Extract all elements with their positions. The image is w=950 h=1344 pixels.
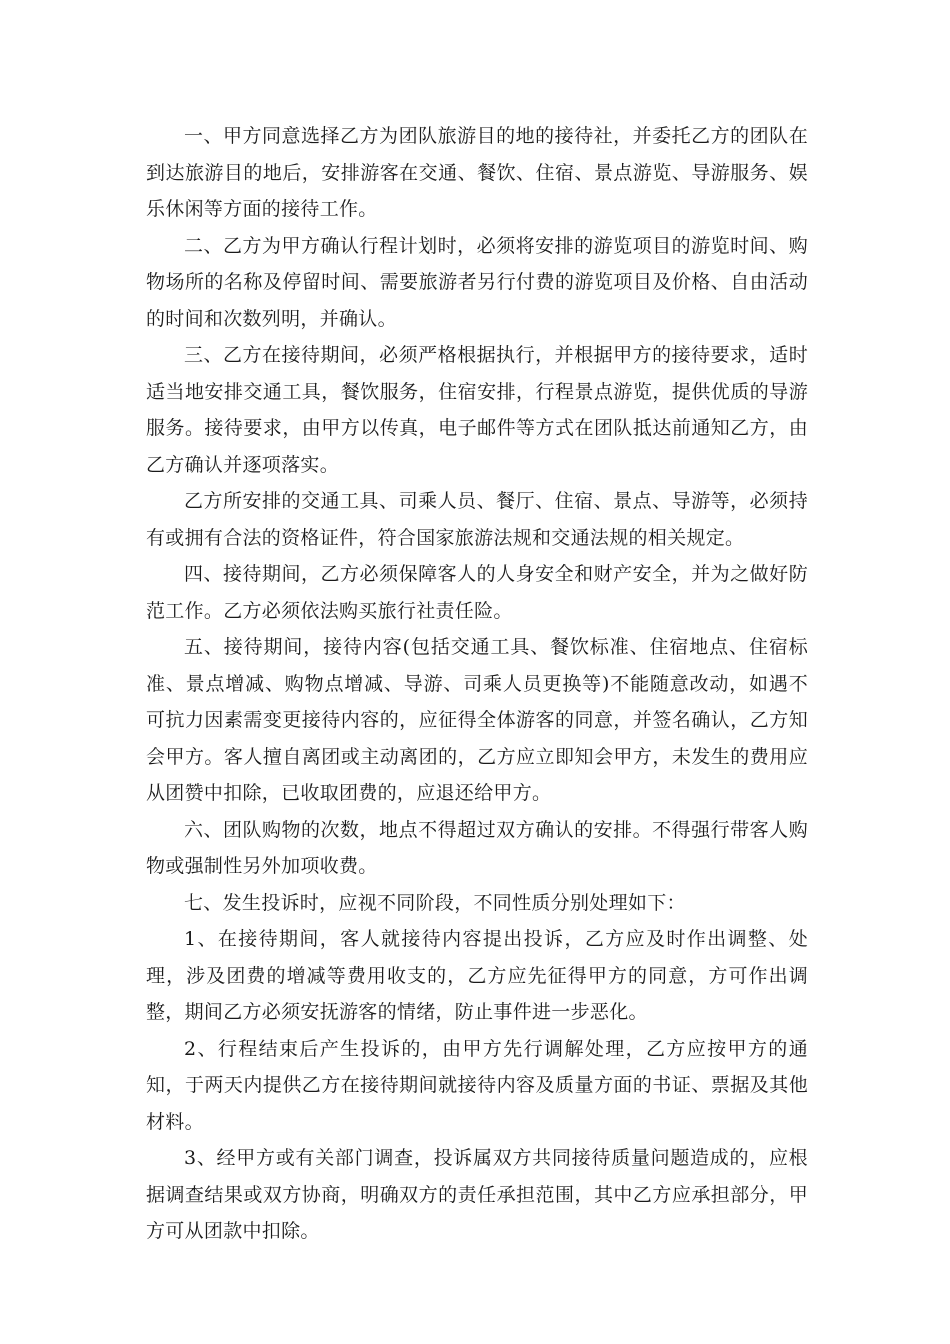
clause-4-paragraph: 四、接待期间，乙方必须保障客人的人身安全和财产安全，并为之做好防范工作。乙方必须依法购买旅行社责任险。 (146, 563, 808, 622)
clause-7-item-2-paragraph: 2、行程结束后产生投诉的，由甲方先行调解处理，乙方应按甲方的通知，于两天内提供乙方在接待期间就接待内容及质量方面的书证、票据及其他材料。 (146, 1037, 808, 1133)
clause-3-supplement-paragraph: 乙方所安排的交通工具、司乘人员、餐厅、住宿、景点、导游等，必须持有或拥有合法的资格证件，符合国家旅游法规和交通法规的相关规定。 (146, 490, 808, 549)
clause-7-item-1-paragraph: 1、在接待期间，客人就接待内容提出投诉，乙方应及时作出调整、处理，涉及团费的增减等费用收支的，乙方应先征得甲方的同意，方可作出调整，期间乙方必须安抚游客的情绪，防止事件进一步恶化。 (146, 928, 808, 1023)
clause-3-paragraph: 三、乙方在接待期间，必须严格根据执行，并根据甲方的接待要求，适时适当地安排交通工具，餐饮服务，住宿安排，行程景点游览，提供优质的导游服务。接待要求，由甲方以传真，电子邮件等方式在团队抵达前通知乙方，由乙方确认并逐项落实。 (146, 344, 808, 476)
clause-7-paragraph: 七、发生投诉时，应视不同阶段，不同性质分别处理如下： (184, 891, 686, 914)
document-page (146, 118, 808, 1250)
clause-7-item-3-paragraph: 3、经甲方或有关部门调查，投诉属双方共同接待质量问题造成的，应根据调查结果或双方协商，明确双方的责任承担范围，其中乙方应承担部分，甲方可从团款中扣除。 (146, 1147, 808, 1242)
clause-6-paragraph: 六、团队购物的次数，地点不得超过双方确认的安排。不得强行带客人购物或强制性另外加项收费。 (146, 818, 808, 877)
clause-5-paragraph: 五、接待期间，接待内容(包括交通工具、餐饮标准、住宿地点、住宿标准、景点增减、购物点增减、导游、司乘人员更换等)不能随意改动，如遇不可抗力因素需变更接待内容的，应征得全体游客的同意，并签名确认，乙方知会甲方。客人擅自离团或主动离团的，乙方应立即知会甲方，未发生的费用应从团赞中扣除，已收取团费的，应退还给甲方。 (146, 636, 808, 804)
clause-1-paragraph: 一、甲方同意选择乙方为团队旅游目的地的接待社，并委托乙方的团队在到达旅游目的地后，安排游客在交通、餐饮、住宿、景点游览、导游服务、娱乐休闲等方面的接待工作。 (146, 125, 808, 220)
clause-2-paragraph: 二、乙方为甲方确认行程计划时，必须将安排的游览项目的游览时间、购物场所的名称及停留时间、需要旅游者另行付费的游览项目及价格、自由活动的时间和次数列明，并确认。 (146, 234, 808, 330)
